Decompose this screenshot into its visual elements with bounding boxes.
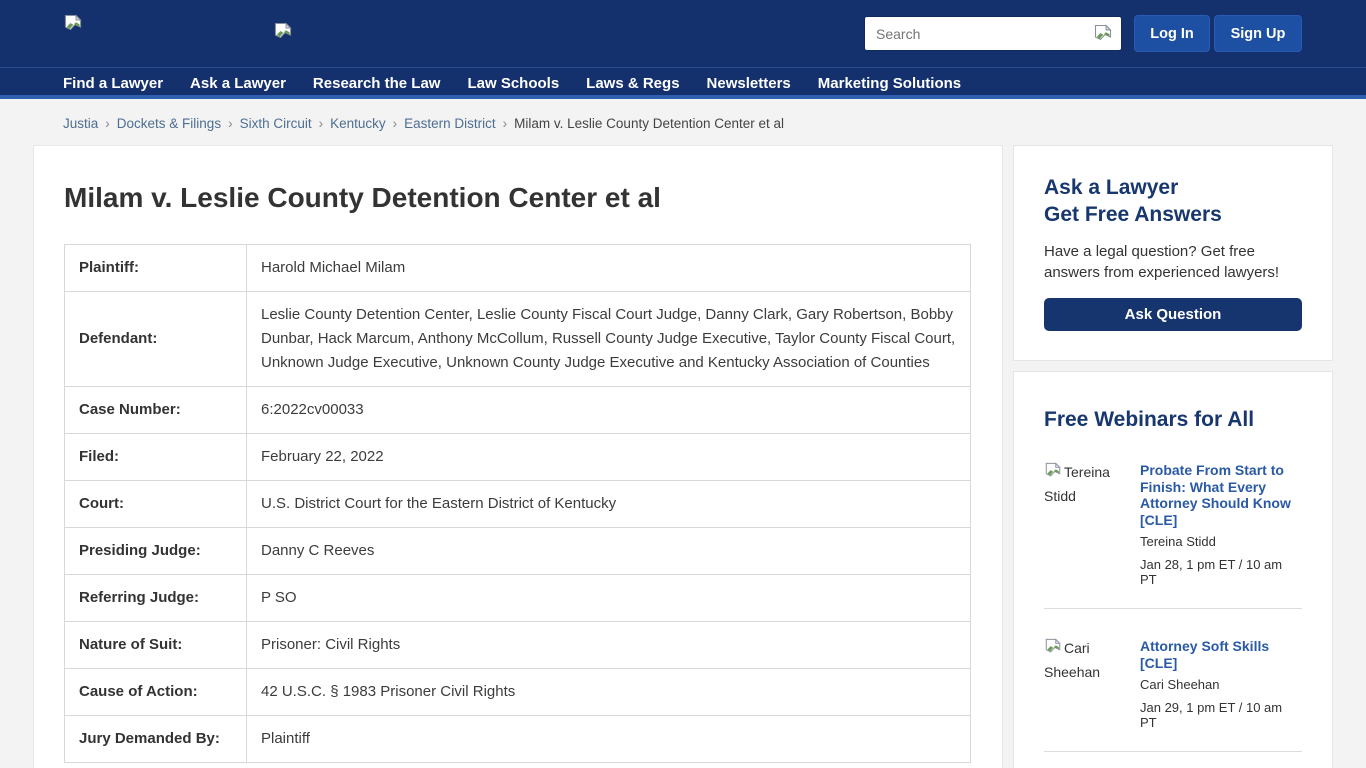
site-logo-broken-image-icon[interactable]	[63, 14, 83, 39]
nav-item-find-a-lawyer[interactable]: Find a Lawyer	[63, 75, 164, 92]
webinar-divider	[1044, 751, 1302, 752]
site-header	[0, 0, 1366, 99]
field-label: Defendant:	[65, 292, 247, 387]
ask-a-lawyer-heading-line2: Get Free Answers	[1044, 203, 1222, 226]
table-row-cause-of-action	[65, 669, 971, 716]
field-value: Prisoner: Civil Rights	[247, 622, 971, 669]
case-details-table	[64, 244, 971, 763]
table-row-filed	[65, 434, 971, 481]
field-label: Nature of Suit:	[65, 622, 247, 669]
webinar-info	[1140, 462, 1302, 587]
breadcrumb-current-page: Milam v. Leslie County Detention Center et al	[514, 116, 785, 131]
breadcrumb-link-dockets-filings[interactable]: Dockets & Filings	[116, 116, 222, 131]
field-label: Cause of Action:	[65, 669, 247, 716]
field-label: Referring Judge:	[65, 575, 247, 622]
breadcrumb	[63, 116, 784, 131]
field-label: Plaintiff:	[65, 245, 247, 292]
field-label: Case Number:	[65, 387, 247, 434]
webinar-divider	[1044, 608, 1302, 609]
field-value: February 22, 2022	[247, 434, 971, 481]
webinar-thumbnail-alt-text: Cari Sheehan	[1044, 640, 1101, 680]
breadcrumb-separator: ›	[502, 116, 508, 131]
field-value: U.S. District Court for the Eastern District of Kentucky	[247, 481, 971, 528]
secondary-logo-broken-image-icon	[273, 22, 293, 47]
webinar-speaker: Cari Sheehan	[1140, 677, 1220, 692]
breadcrumb-link-justia[interactable]: Justia	[63, 116, 99, 131]
webinar-item	[1044, 462, 1302, 587]
free-webinars-widget	[1013, 371, 1333, 768]
field-value: Harold Michael Milam	[247, 245, 971, 292]
search-box	[864, 16, 1122, 51]
table-row-referring-judge	[65, 575, 971, 622]
nav-item-marketing-solutions[interactable]: Marketing Solutions	[817, 75, 962, 92]
table-row-court	[65, 481, 971, 528]
webinar-item	[1044, 638, 1302, 730]
webinar-title-link[interactable]: Probate From Start to Finish: What Every Attorney Should Know [CLE]	[1140, 462, 1291, 528]
broken-image-icon	[1044, 638, 1062, 662]
table-row-presiding-judge	[65, 528, 971, 575]
webinar-thumbnail-alt-text: Tereina Stidd	[1044, 464, 1110, 504]
webinar-thumbnail-broken-image	[1044, 638, 1140, 730]
ask-a-lawyer-widget	[1013, 145, 1333, 361]
ask-a-lawyer-heading	[1044, 174, 1302, 228]
ask-question-button[interactable]: Ask Question	[1044, 298, 1302, 331]
field-value: 6:2022cv00033	[247, 387, 971, 434]
webinar-title-link[interactable]: Attorney Soft Skills [CLE]	[1140, 638, 1270, 671]
ask-a-lawyer-heading-line1: Ask a Lawyer	[1044, 176, 1179, 199]
breadcrumb-separator: ›	[392, 116, 398, 131]
field-value: P SO	[247, 575, 971, 622]
table-row-jury-demanded-by	[65, 716, 971, 763]
nav-item-research-the-law[interactable]: Research the Law	[312, 75, 441, 92]
field-label: Jury Demanded By:	[65, 716, 247, 763]
signup-button[interactable]: Sign Up	[1214, 15, 1302, 52]
webinar-thumbnail-broken-image	[1044, 462, 1140, 587]
webinar-datetime: Jan 29, 1 pm ET / 10 am PT	[1140, 700, 1283, 730]
field-label: Presiding Judge:	[65, 528, 247, 575]
field-value: 42 U.S.C. § 1983 Prisoner Civil Rights	[247, 669, 971, 716]
webinars-heading: Free Webinars for All	[1044, 408, 1255, 431]
search-input[interactable]	[865, 26, 1085, 42]
case-detail-panel	[33, 145, 1003, 768]
breadcrumb-link-eastern-district[interactable]: Eastern District	[404, 116, 496, 131]
login-button[interactable]: Log In	[1134, 15, 1210, 52]
main-navigation	[63, 68, 1356, 99]
nav-item-laws-and-regs[interactable]: Laws & Regs	[586, 75, 680, 92]
breadcrumb-link-kentucky[interactable]: Kentucky	[330, 116, 386, 131]
table-row-case-number	[65, 387, 971, 434]
sidebar	[1013, 145, 1333, 768]
field-label: Court:	[65, 481, 247, 528]
ask-a-lawyer-description: Have a legal question? Get free answers from experienced lawyers!	[1044, 243, 1280, 281]
nav-item-newsletters[interactable]: Newsletters	[706, 75, 791, 92]
field-label: Filed:	[65, 434, 247, 481]
breadcrumb-separator: ›	[318, 116, 324, 131]
broken-image-icon	[1044, 462, 1062, 486]
search-icon[interactable]	[1085, 24, 1121, 44]
breadcrumb-separator: ›	[228, 116, 233, 131]
table-row-nature-of-suit	[65, 622, 971, 669]
table-row-plaintiff	[65, 245, 971, 292]
breadcrumb-separator: ›	[105, 116, 110, 131]
field-value: Danny C Reeves	[247, 528, 971, 575]
header-account-area	[864, 15, 1302, 52]
page-title: Milam v. Leslie County Detention Center et al	[64, 182, 661, 213]
breadcrumb-link-sixth-circuit[interactable]: Sixth Circuit	[239, 116, 312, 131]
field-value: Leslie County Detention Center, Leslie County Fiscal Court Judge, Danny Clark, Gary Robertson, Bobby Dunbar, Hack Marcum, Anthony McCollum, Russell County Judge Executive, Taylor County Fiscal Court, Unknown Judge Executive, Unknown County Judge Executive and Kentucky Association of Counties	[247, 292, 971, 387]
webinar-speaker: Tereina Stidd	[1140, 534, 1216, 549]
nav-item-ask-a-lawyer[interactable]: Ask a Lawyer	[190, 75, 286, 92]
nav-item-law-schools[interactable]: Law Schools	[467, 75, 560, 92]
field-value: Plaintiff	[247, 716, 971, 763]
webinar-datetime: Jan 28, 1 pm ET / 10 am PT	[1140, 557, 1283, 587]
table-row-defendant	[65, 292, 971, 387]
webinar-info	[1140, 638, 1302, 730]
